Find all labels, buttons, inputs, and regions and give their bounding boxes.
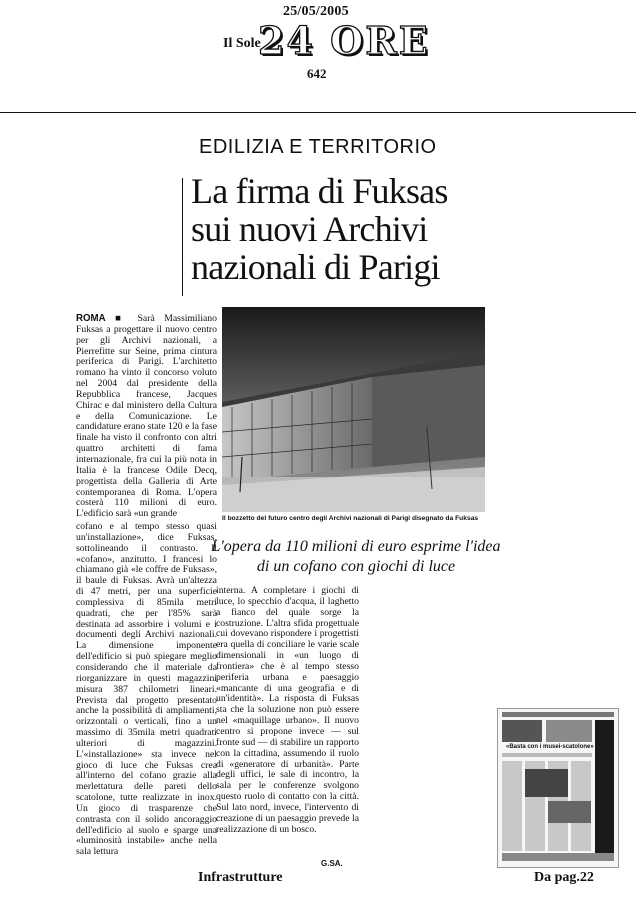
masthead-divider bbox=[0, 112, 636, 113]
page-number: 642 bbox=[307, 66, 327, 81]
thumbnail-headline: «Basta con i musei-scatolone» bbox=[506, 744, 594, 750]
dateline-bullet: ■ bbox=[115, 313, 129, 324]
author-signature: G.SA. bbox=[321, 859, 343, 868]
footer-category: Infrastrutture bbox=[198, 870, 283, 885]
newspaper-name-prefix: Il Sole bbox=[223, 36, 261, 51]
clipping-date: 25/05/2005 bbox=[283, 4, 349, 19]
architecture-photo bbox=[222, 307, 485, 512]
article-column-left-top bbox=[76, 314, 217, 520]
article-column-middle: interna. A completare i giochi di luce, lo specchio d'acqua, il laghetto a fianco del quale sorge la costruzione. L'altra sfida progettuale cui dovevano rispondere i progettisti era quella di conciliare le varie scale dimensionali in «un luogo di frontiera» che è al tempo stesso periferia urbana e paesaggio «mancante di una geografia e di un'identità». La risposta di Fuksas sta che la soluzione non può essere nel «maquillage urbano». Il nuovo centro si propone invece — sul fronte sud — di stabilire un rapporto con la cittadina, assumendo il ruolo di «generatore di urbanità». Parte degli uffici, le sale di incontro, la sala per le conferenze svolgono questo ruolo di contatto con la città. Sul lato nord, invece, l'intervento di creazione di un paesaggio prevede la realizzazione di un bosco. bbox=[216, 585, 359, 835]
photo-caption: Il bozzetto del futuro centro degli Archivi nazionali di Parigi disegnato da Fuksas bbox=[222, 515, 479, 522]
section-title: EDILIZIA E TERRITORIO bbox=[199, 136, 437, 158]
headline-rule bbox=[182, 178, 183, 296]
subheadline: L'opera da 110 milioni di euro esprime l'idea di un cofano con giochi di luce bbox=[211, 538, 501, 575]
newspaper-logo: 24 ORE bbox=[258, 18, 430, 63]
dateline: ROMA bbox=[76, 313, 106, 324]
article-column-left-bottom: cofano e al tempo stesso quasi un'installazione», dice Fuksas, sottolineando il contrasto. Il «cofano», anzitutto. I francesi lo chiamano già «le coffre de Fuksas», il baule di Fuksas. Avrà un'altezza di 47 metri, per una superficie complessiva di 85mila metri quadrati, che per l'85% sarà destinata ad assorbire i volumi e i documenti degli Archivi nazionali. La dimensione imponente dell'edificio si può spiegare meglio considerando che il materiale da riorganizzare in questi magazzini misura 387 chilometri lineari. Prevista dal progetto presentato anche la possibilità di ampliamenti, orizzontali o verticali, fino a un massimo di 35mila metri quadrati ulteriori di magazzini. L'«installazione» sta invece nel gioco di luce che Fuksas crea all'interno del cofano grazie alla merlettatura delle pareti dello scatolone, tutte realizzate in inox. Un gioco di trasparenze che contrasta con il solido ancoraggio dell'edificio al suolo e sparge una «luminosità instabile» anche nella sala lettura bbox=[76, 521, 217, 858]
headline: La firma di Fuksas sui nuovi Archivi nazionali di Parigi bbox=[191, 171, 448, 287]
article-text-1: Sarà Massimiliano Fuksas a progettare il nuovo centro per gli Archivi nazionali, a Pierrefitte sur Seine, prima cintura periferica di Parigi. L'architetto romano ha vinto il concorso voluto nel 2004 dal presidente della Repubblica francese, Jacques Chirac e dal ministero della Cultura e della Comunicazione. Le candidature erano state 120 e la fase finale ha visto il confronto con altri quattro architetti di fama internazionale, fra cui la più nota in Italia è la francese Odile Decq, progettista della Galleria di Arte contemporanea di Roma. L'opera costerà 110 milioni di euro. L'edificio sarà «un grande bbox=[76, 313, 217, 520]
footer-page-ref: Da pag.22 bbox=[534, 870, 594, 885]
page-thumbnail bbox=[497, 708, 619, 868]
page-thumbnail-image bbox=[498, 709, 618, 867]
building-rendering-image bbox=[222, 307, 485, 512]
